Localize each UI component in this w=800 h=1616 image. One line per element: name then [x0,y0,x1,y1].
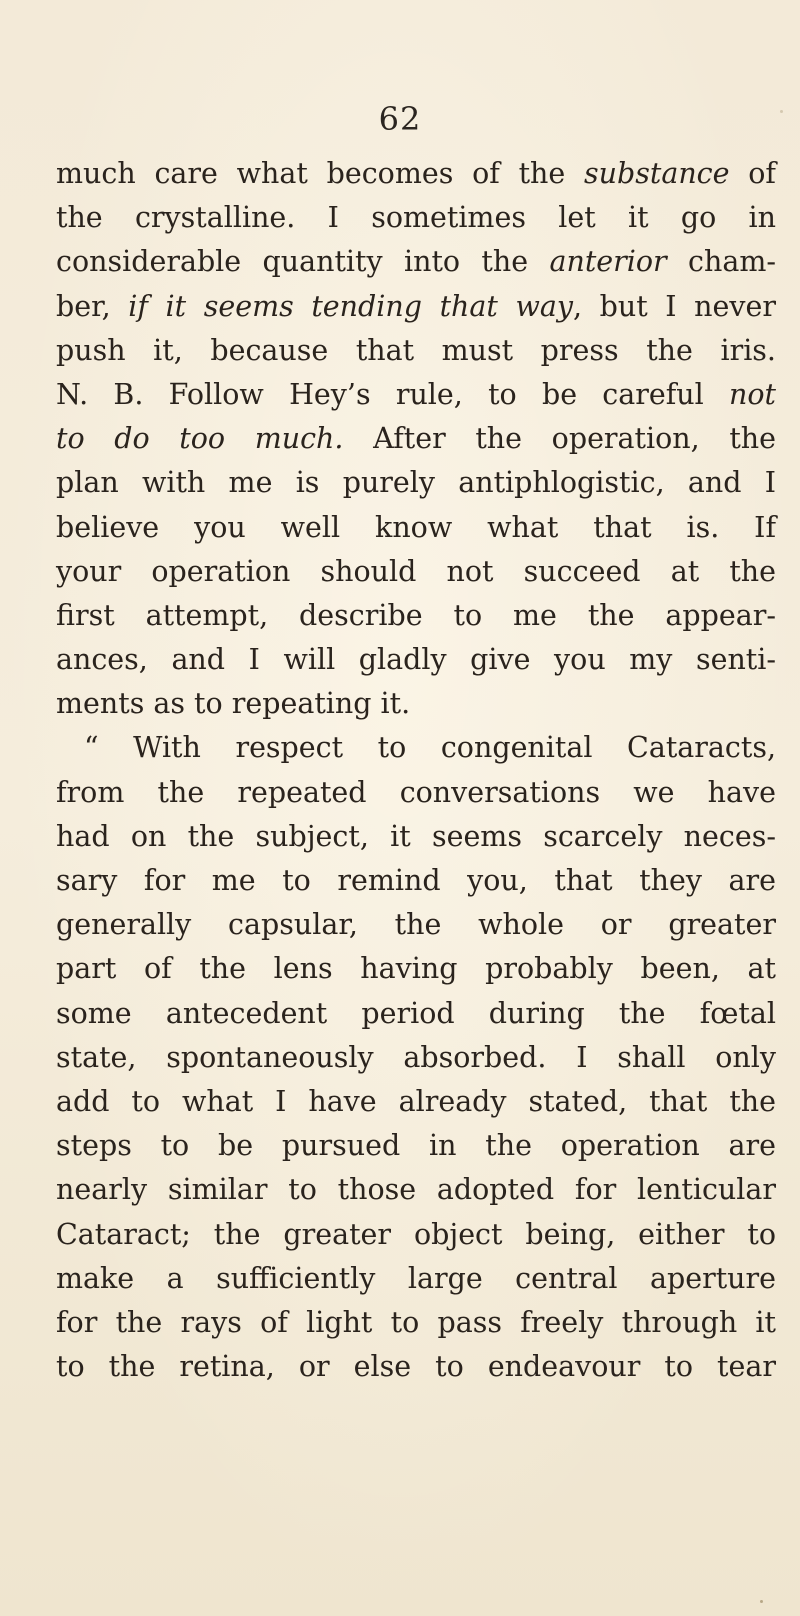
text-line: Cataract; the greater object being, either to [56,1217,776,1251]
text-line: your operation should not succeed at the [56,554,776,588]
text-line: ments as to repeating it. [56,687,411,721]
body-text [56,152,776,1389]
text-line: generally capsular, the whole or greater [56,908,776,942]
text-line: part of the lens having probably been, at [56,952,776,986]
text-line: make a sufficiently large central aperture [56,1261,776,1295]
page-number: 62 [378,100,422,138]
text-line: much care what becomes of the substance of [56,157,776,190]
text-line: sary for me to remind you, that they are [56,864,776,897]
text-line: steps to be pursued in the operation are [56,1129,776,1163]
emphasis: substance [584,157,730,190]
text-line: considerable quantity into the anterior cham- [56,245,776,279]
text-line: had on the subject, it seems scarcely neces- [56,819,776,853]
text-line: push it, because that must press the iris. [56,333,776,367]
text-line: some antecedent period during the fœtal [56,996,776,1030]
emphasis: to do too much. [56,422,344,456]
text-line: state, spontaneously absorbed. I shall only [56,1040,776,1074]
text-line: add to what I have already stated, that the [56,1084,776,1118]
paper-speck [760,1600,763,1603]
emphasis: not [729,377,776,411]
text-line: nearly similar to those adopted for lenticular [56,1173,776,1207]
emphasis: anterior [549,245,667,279]
text-line: N. B. Follow Hey’s rule, to be careful not [56,377,776,411]
paper-speck [780,110,783,113]
text-line: from the repeated conversations we have [56,775,776,809]
text-line: plan with me is purely antiphlogistic, and I [56,466,776,500]
text-line: ber, if it seems tending that way, but I never [56,289,776,323]
emphasis: if it seems tending that way [128,289,573,323]
text-line: to the retina, or else to endeavour to tear [56,1350,776,1384]
text-line: first attempt, describe to me the appear- [56,598,776,632]
text-line: ances, and I will gladly give you my senti- [56,643,776,677]
text-line: the crystalline. I sometimes let it go in [56,201,776,235]
text-line: “ With respect to congenital Cataracts, [84,731,776,765]
text-line: for the rays of light to pass freely through it [56,1305,776,1339]
text-line: believe you well know what that is. If [56,510,776,544]
text-line: to do too much. After the operation, the [56,422,777,456]
